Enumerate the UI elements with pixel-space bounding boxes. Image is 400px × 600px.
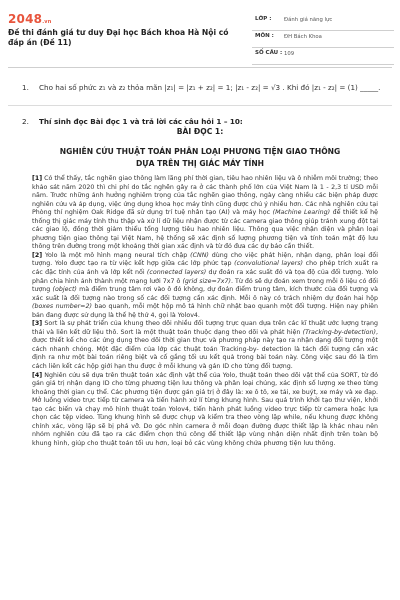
info-label: MÔN : xyxy=(255,33,274,39)
paragraph-tag: [2] xyxy=(32,251,43,259)
paragraph-tag: [4] xyxy=(32,371,43,379)
question-number: 2. xyxy=(22,117,29,126)
question-2 xyxy=(22,117,243,126)
exam-info-table xyxy=(252,14,394,65)
paragraph-2: [2] Yolo là một mô hình mạng neural tích chập (CNN) dùng cho việc phát hiện, nhận dạng, phân loại đối tượng. Yolo được tạo ra từ việc kết hợp giữa các lớp phức tạp (convolutional layers) cho phép trích xuất ra các đặc tính của ảnh và lớp kết nối (connected layers) dự đoán ra xác suất đó và tọa độ của đối tượng. Yolo phân chia hình ảnh thành một mạng lưới 7x7 ô (grid size=7x7). Từ đó sẽ dự đoán xem trong mỗi ô liệu có đối tượng (object) mà điểm trung tâm rơi vào ô đó không, dự đoán điểm trung tâm, kích thước của đối tượng và xác suất là đối tượng nào trong số các đối tượng cần xác định. Mỗi ô này có trách nhiệm dự đoán hai hộp (boxes number=2) bao quanh, mỗi một hộp mô tả hình chữ nhật bao quanh một đối tượng. Hiện nay phiên bản đang được sử dụng là thế hệ thứ 4, gọi là Yolov4. xyxy=(32,251,378,319)
info-value: 109 xyxy=(284,50,295,57)
info-row-question-count xyxy=(252,48,394,65)
paragraph-1: [1] Có thể thấy, tắc nghẽn giao thông làm lãng phí thời gian, tiêu hao nhiên liệu và ô nhiễm môi trường; theo khảo sát năm 2020 thì chi phí do tắc nghẽn gây ra ở các thành phố lớn của Việt Nam là 1 - 2,3 tỉ USD mỗi năm. Trước những ảnh hưởng nghiêm trọng của tắc nghẽn giao thông, ngày càng nhiều các biện pháp được nghiên cứu và áp dụng, việc ứng dụng khoa học máy tính cũng được chú ý nhiều hơn. Các nhà nghiên cứu tại Phòng thí nghiệm Oak Ridge đã sử dụng trí tuệ nhân tạo (AI) và máy học (Machine Learing) để thiết kế hệ thống thị giác máy tính thu thập và xử lí dữ liệu nhận được từ các camera giao thông giúp tránh xung đột tại các giao lộ, đồng thời giảm thiểu tổng lượng tiêu hao nhiên liệu. Thông qua việc nhận diện và phân loại phương tiện giao thông tại Việt Nam, hệ thống sẽ xác định số lượng phương tiện và tính toán mật độ lưu thông trên đường trong một khoảng thời gian xác định và từ đó đưa các dự báo cần thiết. xyxy=(32,175,379,251)
question-number: 1. xyxy=(22,83,29,92)
question-text: Cho hai số phức z₁ và z₂ thỏa mãn |z₁| = |z₁ + z₂| = 1; |z₁ - z₂| = √3 . Khi đó |z₁ - z₂| = (1) _____. xyxy=(39,83,381,92)
question-divider xyxy=(8,105,392,106)
paragraph-tag: [1] xyxy=(32,175,43,182)
reading-title-line1: NGHIÊN CỨU THUẬT TOÁN PHÂN LOẠI PHƯƠNG TIỆN GIAO THÔNG xyxy=(59,147,341,156)
exam-title: Đề thi đánh giá tư duy Đại học Bách khoa Hà Nội có đáp án (Đề 11) xyxy=(8,28,229,47)
info-label: SỐ CÂU : xyxy=(255,50,283,56)
reading-body xyxy=(32,175,378,449)
question-1 xyxy=(22,83,380,92)
document-header xyxy=(0,0,400,66)
info-value: ĐH Bách Khoa xyxy=(284,33,322,40)
info-label: LỚP : xyxy=(255,16,272,22)
question-text: Thí sinh đọc Bài đọc 1 và trả lời các câu hỏi 1 – 10: xyxy=(39,117,243,126)
info-value: Đánh giá năng lực xyxy=(284,16,333,23)
info-row-class xyxy=(252,14,394,31)
paragraph-3: [3] Sort là sự phát triển của khung theo dõi nhiều đối tượng trực quan dựa trên các kĩ thuật ước lượng trạng thái và liên kết dữ liệu thô. Sort là một thuật toán thuộc dạng theo dõi và phát hiện (Tracking-by-detection), được thiết kế cho các ứng dụng theo dõi thời gian thực và phương pháp này tạo ra nhận dạng đối tượng một cách nhanh chóng. Một đặc điểm của lớp các thuật toán Tracking-by- detection là tách đối tượng cần xác định ra như một bài toán riêng biệt và cố gắng tối ưu kết quả trong bài toán này. Công việc sau đó là tìm cách liên kết các hộp giới hạn thu được ở mỗi khung và gán ID cho từng đối tượng. xyxy=(32,320,378,371)
info-row-subject xyxy=(252,31,394,48)
paragraph-tag: [3] xyxy=(32,320,43,328)
site-logo[interactable]: 2048.vn xyxy=(8,12,52,26)
paragraph-4: [4] Nghiên cứu sẽ dựa trên thuật toán xác định vật thể của Yolo, thuật toán theo dõi vật thể của SORT, từ đó gán giá trị nhận dạng ID cho từng phương tiện lưu thông và phân loại chúng, xác định số lượng xe theo từng khoảng thời gian cụ thể. Các phương tiện được gán giá trị ở đây là: xe ô tô, xe tải, xe buýt, xe máy và xe đạp. Mở luồng video trực tiếp từ camera và tiến hành xử lí từng khung hình. Sau quá trình khởi tạo thư viện, khởi tạo các biến và chạy mô hình thuật toán Yolov4, tiến hành phát luồng video trực tiếp từ camera hoặc lựa chọn các tệp video. Tùng khung hình sẽ được chụp và kiểm tra theo vòng lặp while, nếu khung được không chính xác, vòng lặp sẽ bị phá vỡ. Do góc nhìn camera ở mỗi đoạn đường được thiết lập là khác nhau nên nhóm nghiên cứu đã tạo ra các điểm chọn thủ công để thiết lập vùng nhận diện nhất định trên toàn bộ khung hình, giúp cho thuật toán tối ưu hơn, loại bỏ các vùng không chứa phương tiện lưu thông. xyxy=(32,371,378,447)
reading-title-line2: DỰA TRÊN THỊ GIÁC MÁY TÍNH xyxy=(135,159,265,168)
header-divider xyxy=(8,67,392,68)
reading-label: BÀI ĐỌC 1: xyxy=(176,127,224,136)
